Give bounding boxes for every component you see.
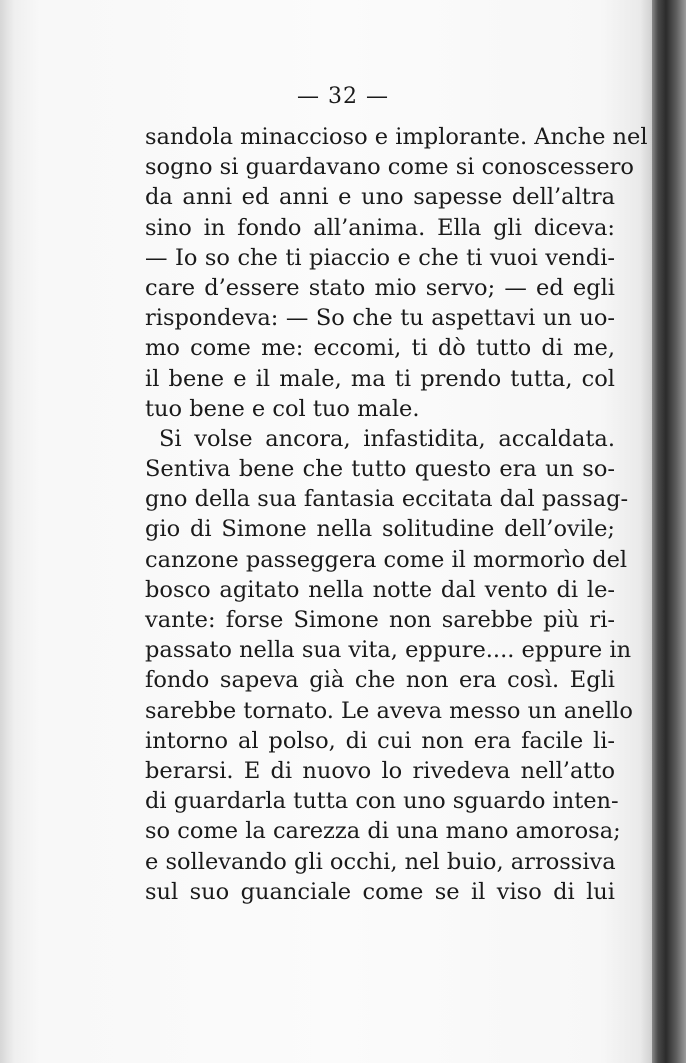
text-line: — Io so che ti piaccio e che ti vuoi vendi- [145,244,615,271]
text-line: passato nella sua vita, eppure.... eppure in [145,637,632,664]
text-line: tuo bene e col tuo male. [145,395,420,422]
text-line: sandola minaccioso e implorante. Anche nel [145,124,648,150]
text-line: sogno si guardavano come si conoscessero [145,154,634,181]
text-line: e sollevando gli occhi, nel buio, arrossiva [145,848,616,875]
text-line: sino in fondo all’anima. Ella gli diceva: [145,214,615,241]
text-line: vante: forse Simone non sarebbe più ri- [145,607,615,633]
text-line: gno della sua fantasia eccitata dal passag- [145,486,629,513]
body-text [145,122,648,907]
text-line: di guardarla tutta con uno sguardo inten- [145,788,619,815]
text-line: so come la carezza di una mano amorosa; [145,818,621,845]
text-line: berarsi. E di nuovo lo rivedeva nell’atto [145,757,615,784]
text-line: fondo sapeva già che non era così. Egli [145,667,615,694]
text-line: da anni ed anni e uno sapesse dell’altra [145,184,615,211]
text-line: bosco agitato nella notte dal vento di le- [145,576,615,603]
page-number: — 32 — [297,84,389,109]
text-line: sarebbe tornato. Le aveva messo un anello [145,697,633,724]
text-line: intorno al polso, di cui non era facile li- [145,727,615,754]
text-line: sul suo guanciale come se il viso di lui [145,878,615,905]
text-line: Sentiva bene che tutto questo era un so- [145,456,615,483]
text-line: mo come me: eccomi, ti dò tutto di me, [145,335,615,362]
text-line: canzone passeggera come il mormorìo del [145,546,628,573]
text-line: care d’essere stato mio servo; — ed egli [145,274,615,301]
text-line: rispondeva: — So che tu aspettavi un uo- [145,305,615,332]
page-binding-edge [652,0,686,1063]
text-line: il bene e il male, ma ti prendo tutta, col [145,365,615,392]
text-line: gio di Simone nella solitudine dell’ovile; [145,516,615,543]
text-line: Si volse ancora, infastidita, accaldata. [159,425,615,452]
